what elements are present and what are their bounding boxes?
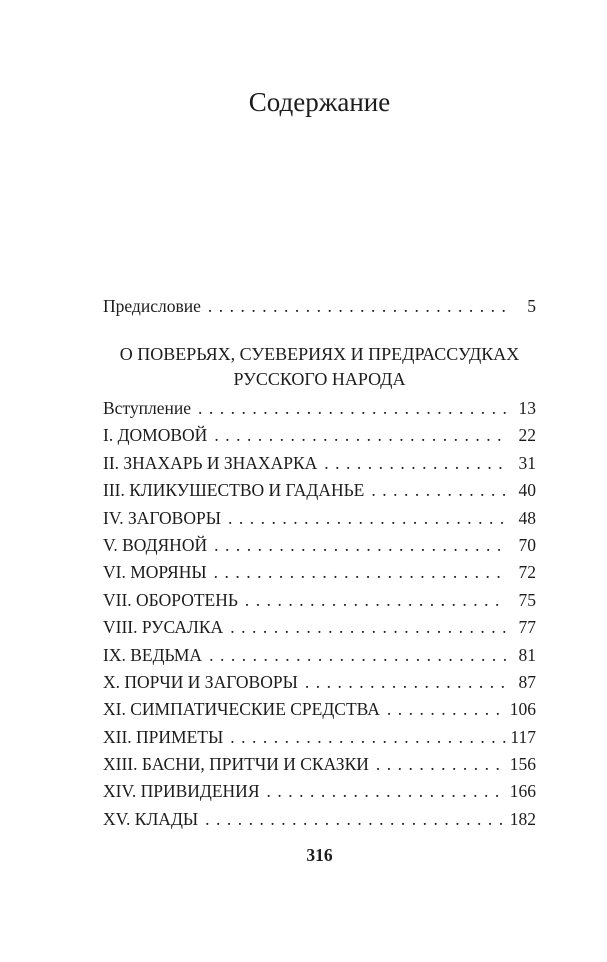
toc-entry[interactable] <box>103 587 536 614</box>
toc-entry-page-number: 40 <box>518 480 536 501</box>
toc-entry-label: XII. ПРИМЕТЫ <box>103 726 224 747</box>
toc-entry[interactable] <box>103 559 536 586</box>
dot-leader <box>364 477 506 504</box>
toc-entry[interactable] <box>103 642 536 669</box>
table-of-contents <box>103 294 536 866</box>
toc-entry-page-number: 81 <box>518 644 536 665</box>
dot-leader <box>207 559 506 586</box>
toc-entry[interactable] <box>103 395 536 422</box>
toc-entry-label: XIII. БАСНИ, ПРИТЧИ И СКАЗКИ <box>103 754 369 775</box>
toc-entry[interactable] <box>103 477 536 504</box>
folio-page-number: 316 <box>306 845 333 866</box>
toc-entry-page-number: 48 <box>518 507 536 528</box>
toc-entry-page-number: 72 <box>518 562 536 583</box>
page-title: Содержание <box>248 87 391 117</box>
toc-entry-label: IX. ВЕДЬМА <box>103 644 203 665</box>
toc-entry[interactable] <box>103 724 536 751</box>
toc-entry-label: XIV. ПРИВИДЕНИЯ <box>103 781 260 802</box>
dot-leader <box>207 532 506 559</box>
section-heading: О ПОВЕРЬЯХ, СУЕВЕРИЯХ И ПРЕДРАССУДКАХ РУССКОГО НАРОДА <box>119 344 520 389</box>
dot-leader <box>260 778 507 805</box>
toc-entry-label: XV. КЛАДЫ <box>103 808 199 829</box>
toc-entry-label: Предисловие <box>103 296 201 316</box>
dot-leader <box>298 669 506 696</box>
toc-entry[interactable] <box>103 532 536 559</box>
dot-leader <box>198 806 506 833</box>
toc-entry-page-number: 22 <box>518 425 536 446</box>
toc-entry[interactable] <box>103 806 536 833</box>
toc-entry[interactable] <box>103 778 536 805</box>
toc-entry-page-number: 156 <box>509 754 536 775</box>
dot-leader <box>202 642 506 669</box>
toc-entry-preface[interactable] <box>103 294 536 318</box>
toc-entry-page-number: 13 <box>518 398 536 418</box>
toc-entry-label: III. КЛИКУШЕСТВО И ГАДАНЬЕ <box>103 480 365 501</box>
toc-entry[interactable] <box>103 450 536 477</box>
dot-leader <box>317 450 506 477</box>
toc-entry-label: VI. МОРЯНЫ <box>103 562 207 583</box>
dot-leader <box>201 294 506 318</box>
toc-entry-label: V. ВОДЯНОЙ <box>103 534 208 555</box>
toc-entry-label: IV. ЗАГОВОРЫ <box>103 507 221 528</box>
toc-entry-label: VIII. РУСАЛКА <box>103 617 224 638</box>
toc-entry-page-number: 87 <box>518 671 536 692</box>
toc-entry-page-number: 77 <box>518 617 536 638</box>
toc-entry-label: Вступление <box>103 398 191 418</box>
dot-leader <box>207 422 506 449</box>
dot-leader <box>223 614 506 641</box>
dot-leader <box>369 751 506 778</box>
dot-leader <box>221 505 506 532</box>
toc-entry-page-number: 117 <box>510 726 536 747</box>
toc-entry[interactable] <box>103 696 536 723</box>
dot-leader <box>223 724 506 751</box>
toc-entry-label: II. ЗНАХАРЬ И ЗНАХАРКА <box>103 452 318 473</box>
toc-list <box>103 395 536 833</box>
toc-entry-page-number: 31 <box>518 452 536 473</box>
toc-entry[interactable] <box>103 505 536 532</box>
toc-entry[interactable] <box>103 614 536 641</box>
dot-leader <box>380 696 506 723</box>
toc-entry[interactable] <box>103 751 536 778</box>
dot-leader <box>191 395 506 422</box>
toc-entry-label: XI. СИМПАТИЧЕСКИЕ СРЕДСТВА <box>103 699 380 720</box>
toc-entry-page-number: 75 <box>518 589 536 610</box>
dot-leader <box>238 587 506 614</box>
toc-entry-page-number: 70 <box>518 534 536 555</box>
toc-entry-page-number: 106 <box>509 699 536 720</box>
toc-entry[interactable] <box>103 422 536 449</box>
toc-entry-label: X. ПОРЧИ И ЗАГОВОРЫ <box>103 671 298 692</box>
toc-entry-page-number: 182 <box>509 808 536 829</box>
toc-entry-page-number: 166 <box>509 781 536 802</box>
toc-entry-label: VII. ОБОРОТЕНЬ <box>103 589 238 610</box>
toc-entry-label: I. ДОМОВОЙ <box>103 425 208 446</box>
toc-entry[interactable] <box>103 669 536 696</box>
toc-entry-page-number: 5 <box>527 296 536 316</box>
